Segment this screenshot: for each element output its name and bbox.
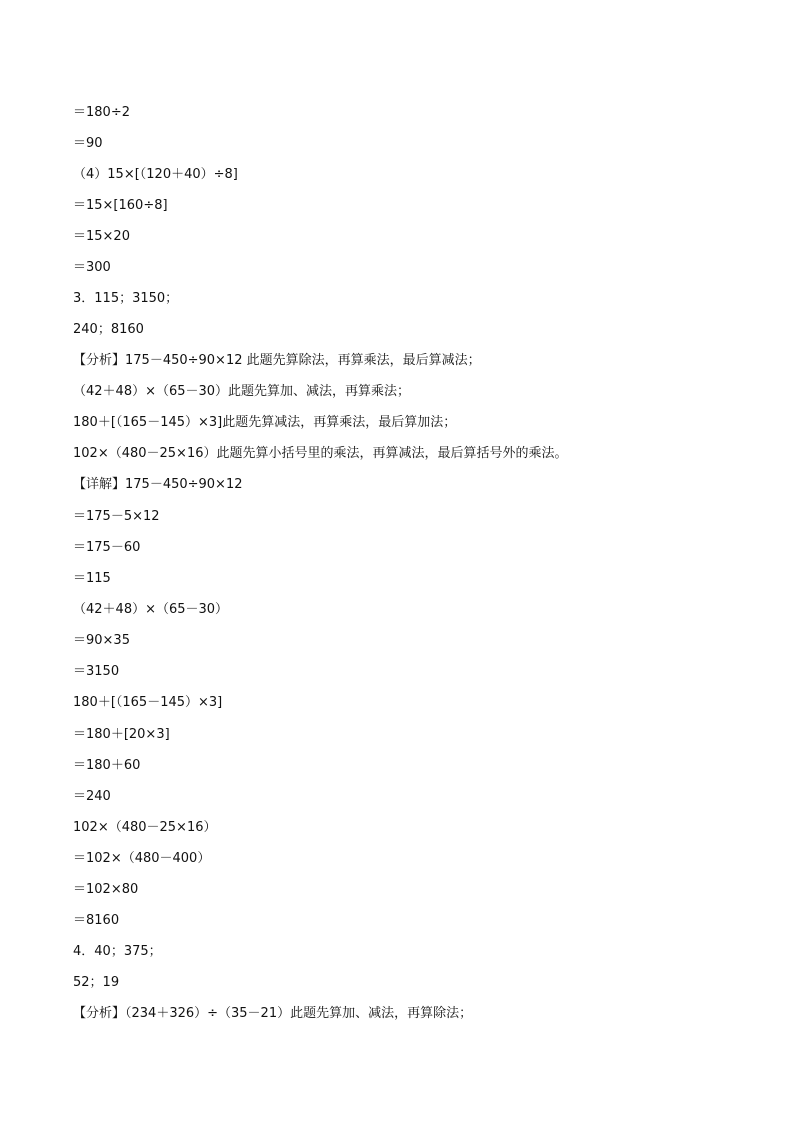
text-line: 4．40；375； — [73, 944, 162, 959]
text-line: 240；8160 — [73, 322, 144, 337]
text-line: ＝90×35 — [73, 633, 130, 648]
analysis-line: 【分析】175－450÷90×12 此题先算除法，再算乘法，最后算减法； — [73, 353, 481, 368]
text-line: ＝8160 — [73, 913, 120, 928]
text-line: （42＋48）×（65－30） — [73, 602, 229, 617]
text-line: （42＋48）×（65－30）此题先算加、减法，再算乘法； — [73, 384, 411, 399]
text-line: ＝102×80 — [73, 882, 139, 897]
text-line: ＝15×20 — [73, 229, 130, 244]
text-line: ＝102×（480－400） — [73, 851, 211, 866]
text-line: 180＋[（165－145）×3]此题先算减法，再算乘法，最后算加法； — [73, 415, 457, 430]
text-line: ＝175－60 — [73, 540, 141, 555]
text-line: （4）15×[（120＋40）÷8] — [73, 167, 238, 182]
analysis-line: 【分析】（234＋326）÷（35－21）此题先算加、减法，再算除法； — [73, 1006, 473, 1021]
text-line: ＝180＋60 — [73, 758, 141, 773]
text-line: ＝300 — [73, 260, 111, 275]
text-line: 102×（480－25×16）此题先算小括号里的乘法，再算减法，最后算括号外的乘法。 — [73, 446, 568, 461]
text-line: ＝90 — [73, 136, 103, 151]
text-line: ＝180÷2 — [73, 105, 130, 120]
text-line: ＝115 — [73, 571, 111, 586]
text-line: ＝175－5×12 — [73, 509, 160, 524]
detail-line: 【详解】175－450÷90×12 — [73, 477, 243, 492]
text-line: 102×（480－25×16） — [73, 820, 217, 835]
text-line: 52；19 — [73, 975, 120, 990]
text-line: ＝180＋[20×3] — [73, 727, 170, 742]
text-line: 3．115；3150； — [73, 291, 179, 306]
text-line: 180＋[（165－145）×3] — [73, 695, 223, 710]
text-line: ＝15×[160÷8] — [73, 198, 168, 213]
text-line: ＝240 — [73, 789, 111, 804]
text-line: ＝3150 — [73, 664, 120, 679]
